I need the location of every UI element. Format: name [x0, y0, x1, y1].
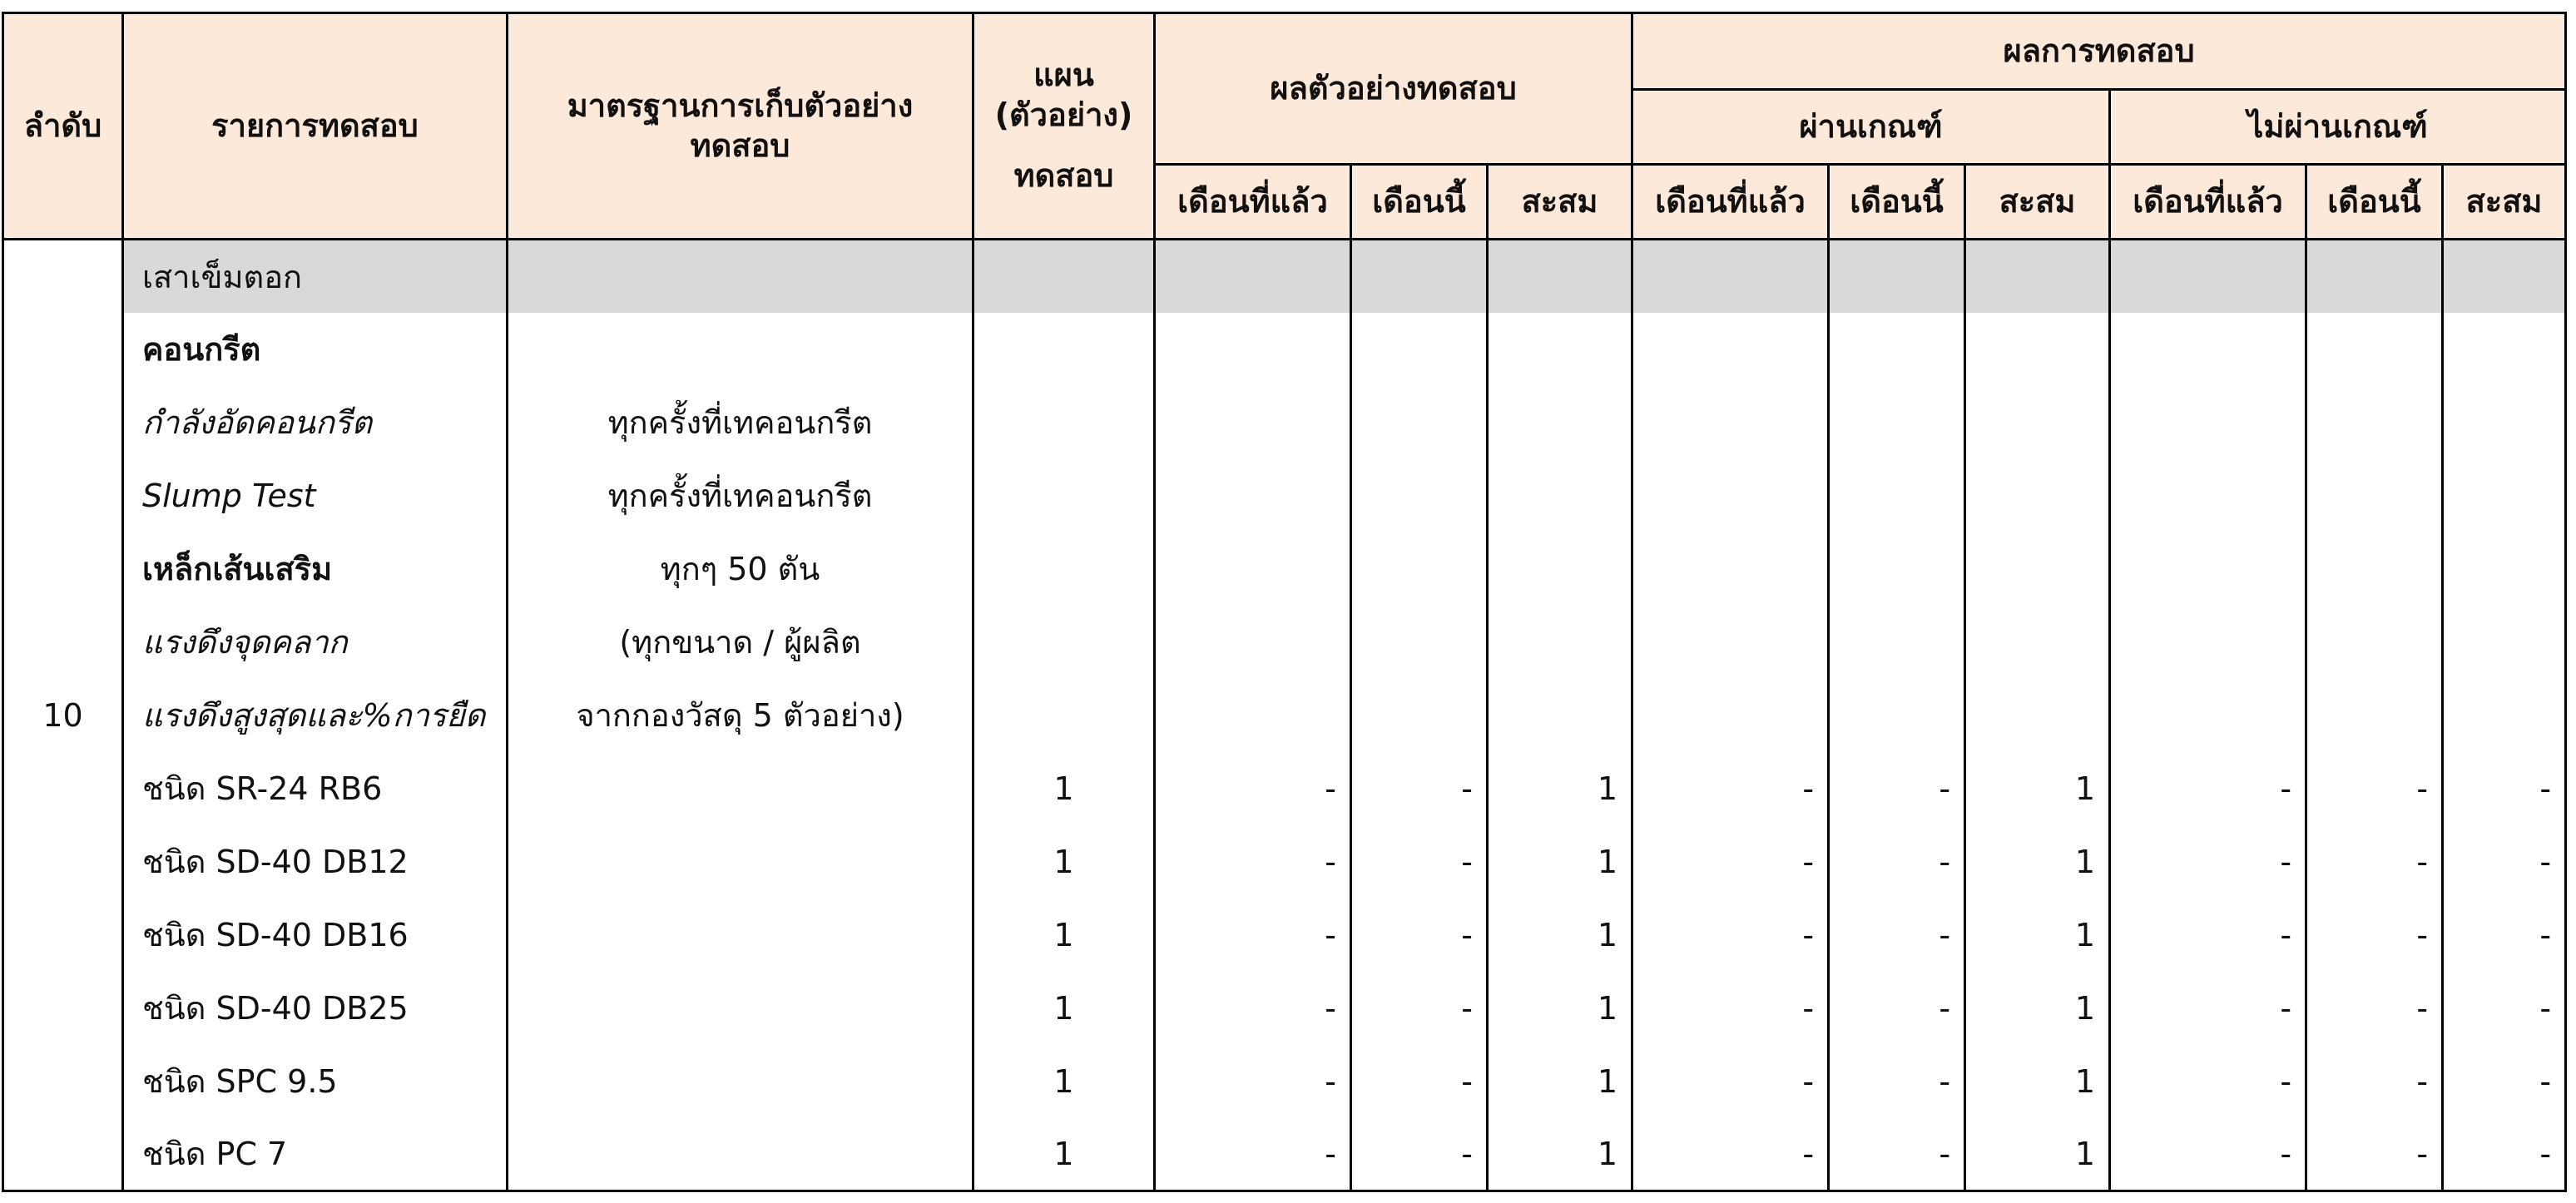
row-fail-cum: -: [2443, 752, 2566, 825]
row-plan: 1: [973, 1118, 1155, 1191]
header-item: รายการทดสอบ: [123, 13, 508, 240]
row-fail-last: [2110, 606, 2306, 679]
row-sample-last: [1155, 240, 1351, 313]
row-pass-cum: 1: [1965, 899, 2110, 972]
row-fail-cum: [2443, 386, 2566, 459]
test-results-table: [2, 12, 2567, 1192]
row-fail-this: [2306, 240, 2443, 313]
row-pass-cum: [1965, 679, 2110, 752]
row-fail-cum: -: [2443, 1118, 2566, 1191]
header-sample-cumulative: สะสม: [1488, 165, 1632, 240]
row-sample-cum: [1488, 386, 1632, 459]
row-sample-this: -: [1351, 752, 1488, 825]
row-pass-last: -: [1632, 972, 1829, 1045]
row-sample-cum: 1: [1488, 972, 1632, 1045]
row-pass-this: [1829, 532, 1965, 606]
table-row-group-piles: [3, 240, 2566, 313]
row-plan: [973, 532, 1155, 606]
row-sample-this: -: [1351, 899, 1488, 972]
header-standard: [508, 13, 973, 240]
row-sample-this: [1351, 313, 1488, 386]
row-fail-last: [2110, 386, 2306, 459]
row-item: ชนิด SD-40 DB12: [123, 825, 508, 899]
row-pass-this: -: [1829, 752, 1965, 825]
table-row: [3, 679, 2566, 752]
row-fail-this: -: [2306, 1045, 2443, 1118]
row-fail-cum: -: [2443, 972, 2566, 1045]
row-pass-this: [1829, 313, 1965, 386]
row-fail-this: [2306, 532, 2443, 606]
header-plan-top: แผน: [1033, 57, 1094, 94]
row-item: กำลังอัดคอนกรีต: [123, 386, 508, 459]
row-standard: [508, 1118, 973, 1191]
table-row: [3, 899, 2566, 972]
row-pass-cum: [1965, 386, 2110, 459]
row-sample-this: -: [1351, 1118, 1488, 1191]
row-sample-last: -: [1155, 899, 1351, 972]
row-sample-this: [1351, 606, 1488, 679]
table-row: [3, 386, 2566, 459]
row-fail-last: -: [2110, 752, 2306, 825]
header-plan-bottom: ทดสอบ: [1013, 157, 1114, 195]
header-seq: ลำดับ: [3, 13, 123, 240]
row-fail-cum: [2443, 240, 2566, 313]
row-fail-cum: [2443, 313, 2566, 386]
row-fail-cum: -: [2443, 825, 2566, 899]
row-item: เหล็กเส้นเสริม: [123, 532, 508, 606]
row-sample-last: [1155, 606, 1351, 679]
row-fail-this: -: [2306, 899, 2443, 972]
row-sample-last: -: [1155, 825, 1351, 899]
row-pass-cum: 1: [1965, 1045, 2110, 1118]
row-plan: 1: [973, 972, 1155, 1045]
report-table-container: [0, 12, 2576, 1192]
header-test-results: ผลการทดสอบ: [1632, 13, 2566, 90]
row-pass-cum: 1: [1965, 972, 2110, 1045]
row-pass-last: [1632, 606, 1829, 679]
row-sample-cum: 1: [1488, 899, 1632, 972]
table-row: [3, 532, 2566, 606]
row-standard: ทุกๆ 50 ตัน: [508, 532, 973, 606]
row-fail-this: -: [2306, 752, 2443, 825]
row-pass-last: [1632, 532, 1829, 606]
table-row: [3, 313, 2566, 386]
row-item: ชนิด SD-40 DB16: [123, 899, 508, 972]
row-pass-this: [1829, 459, 1965, 532]
row-fail-last: -: [2110, 899, 2306, 972]
row-pass-this: -: [1829, 1045, 1965, 1118]
row-fail-this: [2306, 313, 2443, 386]
row-fail-last: -: [2110, 825, 2306, 899]
row-sample-last: [1155, 313, 1351, 386]
row-pass-this: [1829, 606, 1965, 679]
row-sample-last: -: [1155, 1045, 1351, 1118]
row-fail-last: [2110, 240, 2306, 313]
row-item: แรงดึงจุดคลาก: [123, 606, 508, 679]
row-pass-this: [1829, 679, 1965, 752]
table-body: [3, 240, 2566, 1191]
row-fail-cum: -: [2443, 899, 2566, 972]
row-standard: [508, 752, 973, 825]
row-fail-this: [2306, 606, 2443, 679]
row-pass-this: -: [1829, 825, 1965, 899]
row-pass-last: -: [1632, 1118, 1829, 1191]
row-pass-this: [1829, 386, 1965, 459]
row-pass-cum: [1965, 313, 2110, 386]
row-sample-this: [1351, 386, 1488, 459]
header-standard-text: มาตรฐานการเก็บตัวอย่างทดสอบ: [567, 87, 914, 164]
row-sample-cum: 1: [1488, 1118, 1632, 1191]
row-fail-cum: [2443, 606, 2566, 679]
row-pass-this: -: [1829, 1118, 1965, 1191]
row-standard: ทุกครั้งที่เทคอนกรีต: [508, 459, 973, 532]
row-sample-this: -: [1351, 825, 1488, 899]
table-row: [3, 825, 2566, 899]
row-fail-this: [2306, 679, 2443, 752]
row-item: เสาเข็มตอก: [123, 240, 508, 313]
row-standard: [508, 313, 973, 386]
row-item: ชนิด SD-40 DB25: [123, 972, 508, 1045]
row-item: คอนกรีต: [123, 313, 508, 386]
row-fail-this: -: [2306, 825, 2443, 899]
row-pass-cum: 1: [1965, 825, 2110, 899]
row-sample-this: [1351, 532, 1488, 606]
row-pass-last: [1632, 313, 1829, 386]
header-fail-cumulative: สะสม: [2443, 165, 2566, 240]
row-sample-cum: [1488, 606, 1632, 679]
table-row: [3, 972, 2566, 1045]
header-fail-this-month: เดือนนี้: [2306, 165, 2443, 240]
row-sample-last: [1155, 386, 1351, 459]
row-pass-cum: [1965, 606, 2110, 679]
row-pass-this: -: [1829, 899, 1965, 972]
row-plan: 1: [973, 752, 1155, 825]
row-item: ชนิด SR-24 RB6: [123, 752, 508, 825]
row-sample-cum: 1: [1488, 825, 1632, 899]
row-standard: [508, 899, 973, 972]
row-sample-last: -: [1155, 752, 1351, 825]
row-pass-this: [1829, 240, 1965, 313]
header-sample-results: ผลตัวอย่างทดสอบ: [1155, 13, 1632, 165]
header-fail-last-month: เดือนที่แล้ว: [2110, 165, 2306, 240]
table-row: [3, 1118, 2566, 1191]
row-item: ชนิด PC 7: [123, 1118, 508, 1191]
row-fail-last: [2110, 313, 2306, 386]
row-sample-cum: [1488, 313, 1632, 386]
row-fail-last: [2110, 459, 2306, 532]
row-sample-cum: [1488, 679, 1632, 752]
sequence-number: 10: [3, 240, 123, 1191]
row-pass-cum: 1: [1965, 1118, 2110, 1191]
row-sample-cum: [1488, 459, 1632, 532]
row-plan: 1: [973, 825, 1155, 899]
table-row: [3, 606, 2566, 679]
row-pass-cum: [1965, 459, 2110, 532]
row-fail-cum: [2443, 459, 2566, 532]
row-plan: [973, 679, 1155, 752]
header-sample-this-month: เดือนนี้: [1351, 165, 1488, 240]
row-pass-last: [1632, 679, 1829, 752]
row-fail-last: -: [2110, 1118, 2306, 1191]
row-plan: [973, 386, 1155, 459]
row-sample-this: -: [1351, 1045, 1488, 1118]
row-sample-this: [1351, 679, 1488, 752]
row-standard: (ทุกขนาด / ผู้ผลิต: [508, 606, 973, 679]
row-sample-last: -: [1155, 1118, 1351, 1191]
header-pass-last-month: เดือนที่แล้ว: [1632, 165, 1829, 240]
row-plan: [973, 459, 1155, 532]
row-sample-cum: 1: [1488, 1045, 1632, 1118]
row-pass-last: [1632, 386, 1829, 459]
row-fail-this: -: [2306, 972, 2443, 1045]
row-pass-this: -: [1829, 972, 1965, 1045]
row-sample-last: [1155, 679, 1351, 752]
row-pass-last: -: [1632, 752, 1829, 825]
row-pass-last: -: [1632, 825, 1829, 899]
row-fail-this: -: [2306, 1118, 2443, 1191]
row-fail-this: [2306, 386, 2443, 459]
row-fail-last: -: [2110, 1045, 2306, 1118]
row-fail-last: [2110, 532, 2306, 606]
table-row: [3, 1045, 2566, 1118]
row-pass-cum: 1: [1965, 752, 2110, 825]
row-standard: [508, 1045, 973, 1118]
header-sample-last-month: เดือนที่แล้ว: [1155, 165, 1351, 240]
row-standard: จากกองวัสดุ 5 ตัวอย่าง): [508, 679, 973, 752]
row-standard: [508, 240, 973, 313]
header-pass-cumulative: สะสม: [1965, 165, 2110, 240]
row-sample-this: [1351, 240, 1488, 313]
row-plan: [973, 240, 1155, 313]
row-fail-cum: [2443, 532, 2566, 606]
row-standard: [508, 972, 973, 1045]
header-plan-mid: (ตัวอย่าง): [994, 96, 1133, 133]
table-row: [3, 459, 2566, 532]
header-plan: [973, 13, 1155, 240]
row-sample-this: [1351, 459, 1488, 532]
row-plan: 1: [973, 1045, 1155, 1118]
row-pass-cum: [1965, 240, 2110, 313]
row-fail-last: -: [2110, 972, 2306, 1045]
row-item: แรงดึงสูงสุดและ%การยืด: [123, 679, 508, 752]
table-row: [3, 752, 2566, 825]
row-sample-cum: 1: [1488, 752, 1632, 825]
row-sample-last: [1155, 459, 1351, 532]
row-standard: ทุกครั้งที่เทคอนกรีต: [508, 386, 973, 459]
row-sample-cum: [1488, 240, 1632, 313]
row-fail-cum: -: [2443, 1045, 2566, 1118]
header-pass-this-month: เดือนนี้: [1829, 165, 1965, 240]
row-fail-last: [2110, 679, 2306, 752]
row-plan: 1: [973, 899, 1155, 972]
row-sample-last: -: [1155, 972, 1351, 1045]
row-item: ชนิด SPC 9.5: [123, 1045, 508, 1118]
row-item: Slump Test: [123, 459, 508, 532]
row-pass-last: -: [1632, 1045, 1829, 1118]
row-plan: [973, 606, 1155, 679]
row-fail-cum: [2443, 679, 2566, 752]
row-plan: [973, 313, 1155, 386]
row-pass-last: [1632, 459, 1829, 532]
row-pass-last: -: [1632, 899, 1829, 972]
row-pass-last: [1632, 240, 1829, 313]
row-sample-cum: [1488, 532, 1632, 606]
header-pass: ผ่านเกณฑ์: [1632, 90, 2110, 165]
row-pass-cum: [1965, 532, 2110, 606]
header-fail: ไม่ผ่านเกณฑ์: [2110, 90, 2566, 165]
row-standard: [508, 825, 973, 899]
row-fail-this: [2306, 459, 2443, 532]
table-header: [3, 13, 2566, 240]
row-sample-last: [1155, 532, 1351, 606]
row-sample-this: -: [1351, 972, 1488, 1045]
